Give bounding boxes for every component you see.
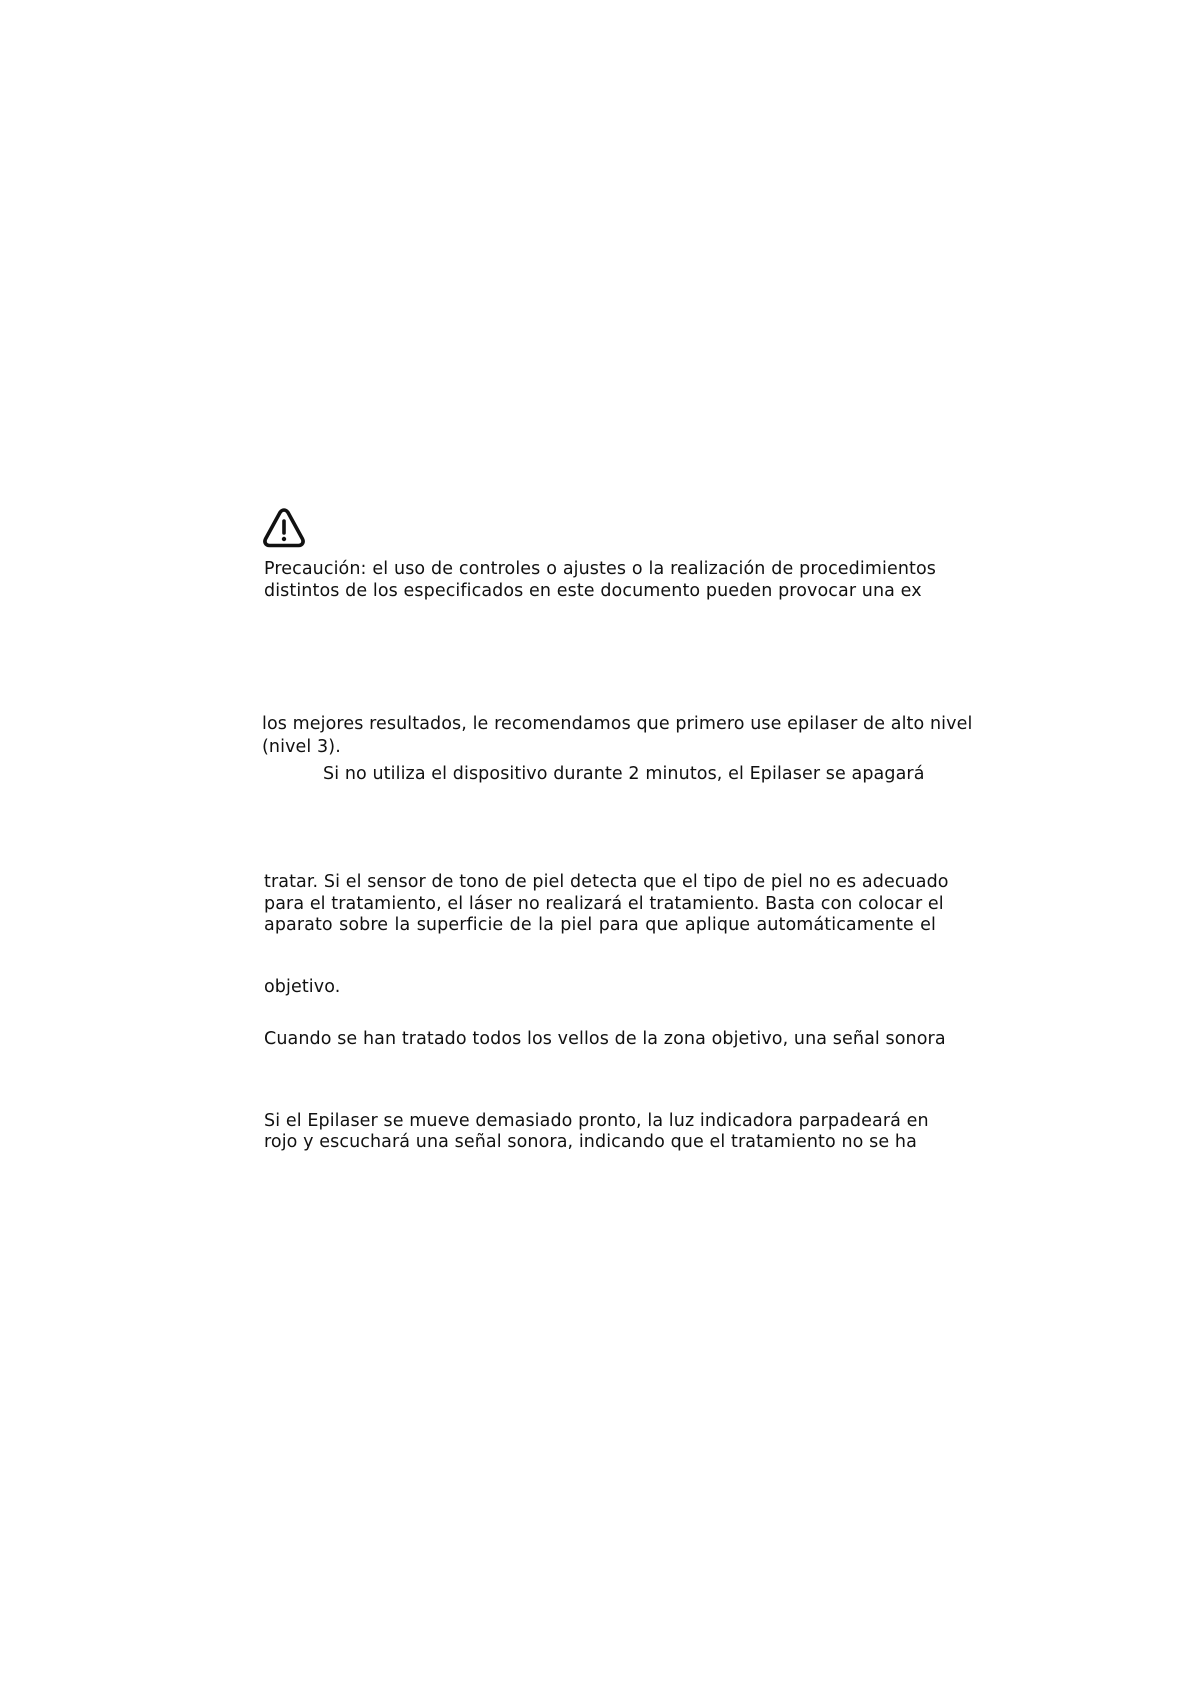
- moved-text-line-2: rojo y escuchará una señal sonora, indicando que el tratamiento no se ha: [264, 1132, 917, 1152]
- autooff-text: Si no utiliza el dispositivo durante 2 minutos, el Epilaser se apagará: [323, 764, 925, 784]
- objective-text: objetivo.: [264, 977, 341, 997]
- warning-triangle-icon: [262, 506, 306, 550]
- level-text-line-2: (nivel 3).: [262, 737, 341, 757]
- moved-text-line-1: Si el Epilaser se mueve demasiado pronto, la luz indicadora parpadeará en: [264, 1111, 929, 1131]
- level-text-line-1: los mejores resultados, le recomendamos que primero use epilaser de alto nivel: [262, 714, 973, 734]
- sensor-text-line-2: para el tratamiento, el láser no realizará el tratamiento. Basta con colocar el: [264, 894, 944, 914]
- done-text: Cuando se han tratado todos los vellos de la zona objetivo, una señal sonora: [264, 1029, 946, 1049]
- caution-text-line-2: distintos de los especificados en este documento pueden provocar una ex: [264, 581, 922, 601]
- caution-text-line-1: Precaución: el uso de controles o ajustes o la realización de procedimientos: [264, 559, 936, 579]
- sensor-text-line-1: tratar. Si el sensor de tono de piel detecta que el tipo de piel no es adecuado: [264, 872, 949, 892]
- sensor-text-line-3: aparato sobre la superficie de la piel para que aplique automáticamente el: [264, 915, 936, 935]
